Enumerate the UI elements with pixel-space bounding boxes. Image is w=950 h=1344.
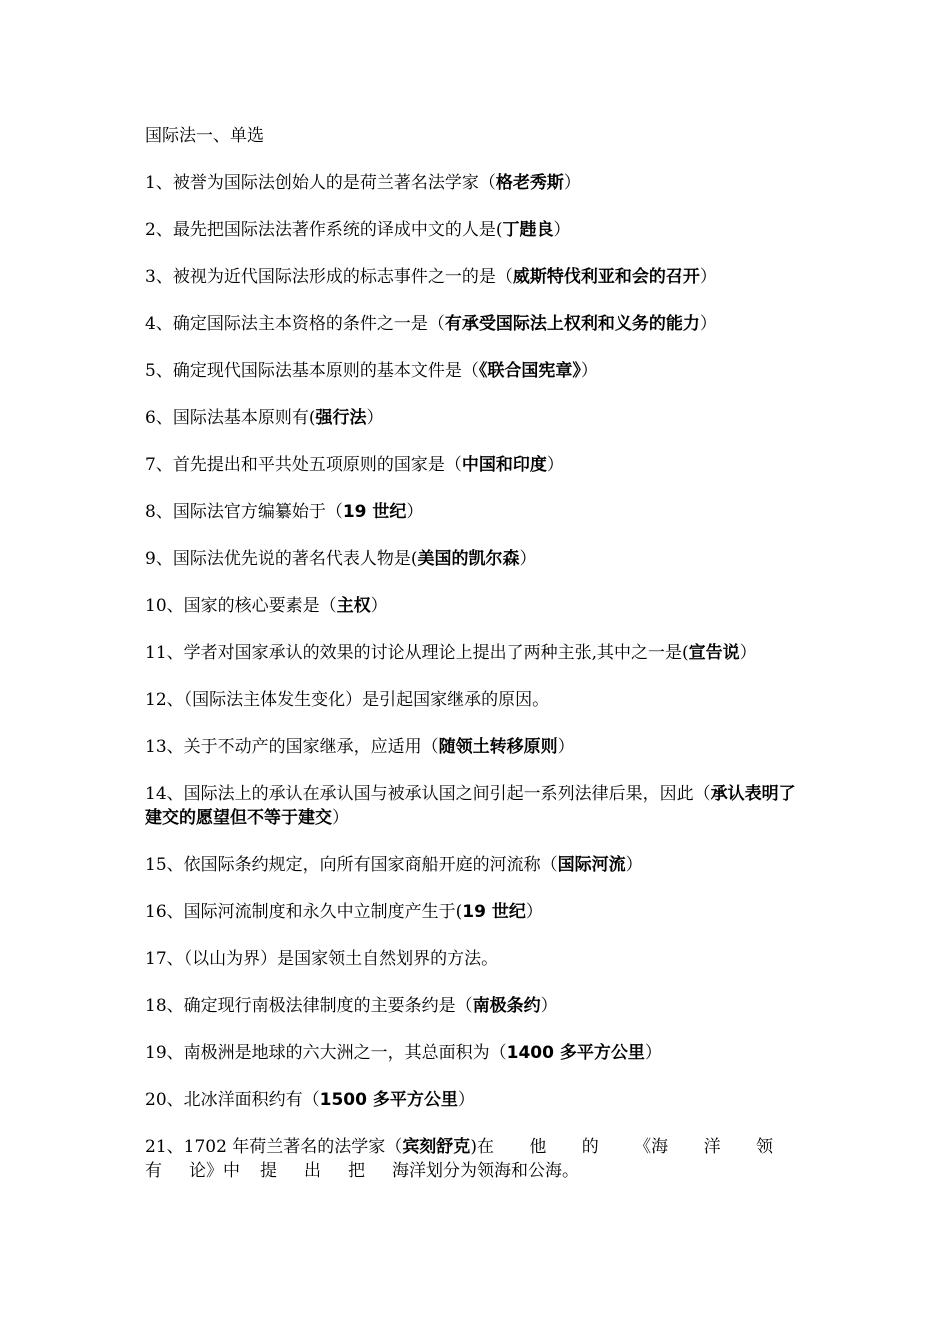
question-item-21 <box>145 1135 805 1183</box>
question-text: 5、确定现代国际法基本原则的基本文件是（ <box>145 361 479 381</box>
question-21-line-1 <box>145 1135 773 1159</box>
question-suffix: ） <box>540 996 558 1016</box>
question-item <box>145 547 805 571</box>
question-suffix: ） <box>525 902 543 922</box>
question-21-word: 有 <box>145 1161 162 1181</box>
question-item <box>145 359 805 383</box>
answer-text: 随领土转移原则 <box>438 737 558 757</box>
question-text: 1、被誉为国际法创始人的是荷兰著名法学家（ <box>145 173 496 193</box>
question-text: 11、学者对国家承认的效果的讨论从理论上提出了两种主张,其中之一是( <box>145 643 689 663</box>
question-suffix: ） <box>457 1090 475 1110</box>
question-21-word: 海洋划分为领海和公海。 <box>392 1161 579 1181</box>
answer-text: 中国和印度 <box>461 455 547 475</box>
question-text: 12、（国际法主体发生变化）是引起国家继承的原因。 <box>145 690 550 710</box>
question-list <box>145 171 805 1112</box>
answer-text: 有承受国际法上权利和义务的能力 <box>444 314 700 334</box>
question-suffix: ） <box>519 549 537 569</box>
answer-text: 南极条约 <box>472 996 541 1016</box>
answer-text: 19 世纪 <box>462 902 526 922</box>
question-item <box>145 994 805 1018</box>
question-suffix: ） <box>563 173 581 193</box>
question-text: 14、国际法上的承认在承认国与被承认国之间引起一系列法律后果，因此（ <box>145 784 711 804</box>
question-21-word: 论》中 <box>189 1161 240 1181</box>
answer-text: 威斯特伐利亚和会的召开 <box>512 267 700 287</box>
question-suffix: ） <box>332 808 349 828</box>
answer-text: 1500 多平方公里 <box>319 1090 458 1110</box>
question-text: 17、（以山为界）是国家领土自然划界的方法。 <box>145 949 499 969</box>
question-21-word: 领 <box>755 1137 773 1157</box>
question-text: 15、依国际条约规定，向所有国家商船开庭的河流称（ <box>145 855 558 875</box>
question-item <box>145 171 805 195</box>
question-suffix: ） <box>557 737 575 757</box>
question-item <box>145 641 805 665</box>
question-suffix: ） <box>699 267 717 287</box>
question-suffix: ） <box>625 855 643 875</box>
question-text: 3、被视为近代国际法形成的标志事件之一的是（ <box>145 267 513 287</box>
question-21-word: 他 <box>529 1137 547 1157</box>
question-21-word: 洋 <box>703 1137 721 1157</box>
question-suffix: ） <box>699 314 717 334</box>
answer-text: 国际河流 <box>557 855 626 875</box>
question-item <box>145 312 805 336</box>
question-21-word: 《海 <box>634 1137 669 1157</box>
question-text: 8、国际法官方编纂始于（ <box>145 502 343 522</box>
question-text: 7、首先提出和平共处五项原则的国家是（ <box>145 455 462 475</box>
question-item <box>145 594 805 618</box>
section-title: 国际法一、单选 <box>145 126 264 146</box>
question-text: 19、南极洲是地球的六大洲之一，其总面积为（ <box>145 1043 507 1063</box>
question-21-suffix: )在 <box>470 1137 494 1157</box>
question-item <box>145 265 805 289</box>
question-text: 4、确定国际法主本资格的条件之一是（ <box>145 314 445 334</box>
answer-text: 格老秀斯 <box>495 173 564 193</box>
question-item <box>145 406 805 430</box>
answer-text: 强行法 <box>315 408 367 428</box>
question-text: 13、关于不动产的国家继承，应适用（ <box>145 737 439 757</box>
question-21-word: 的 <box>581 1137 599 1157</box>
question-21-word: 把 <box>348 1161 365 1181</box>
question-text: 2、最先把国际法法著作系统的译成中文的人是( <box>145 220 503 240</box>
question-21-word: 出 <box>304 1161 321 1181</box>
question-suffix: ） <box>370 596 388 616</box>
question-text: 18、确定现行南极法律制度的主要条约是（ <box>145 996 473 1016</box>
question-suffix: ） <box>406 502 424 522</box>
answer-text: 美国的凯尔森 <box>417 549 520 569</box>
question-text: 9、国际法优先说的著名代表人物是( <box>145 549 418 569</box>
answer-text: 1400 多平方公里 <box>506 1043 645 1063</box>
answer-text: 主权 <box>336 596 371 616</box>
question-suffix: ） <box>546 455 564 475</box>
question-suffix: ） <box>366 408 384 428</box>
question-item <box>145 688 805 712</box>
question-text: 16、国际河流制度和永久中立制度产生于( <box>145 902 463 922</box>
question-suffix: ） <box>580 361 598 381</box>
question-item <box>145 947 805 971</box>
question-21-prefix: 21、1702 年荷兰著名的法学家（ <box>145 1137 403 1157</box>
question-item <box>145 782 805 830</box>
question-text: 20、北冰洋面积约有（ <box>145 1090 320 1110</box>
answer-text: 19 世纪 <box>342 502 407 522</box>
question-suffix: ） <box>739 643 757 663</box>
question-item <box>145 1088 805 1112</box>
question-21-start <box>145 1135 494 1159</box>
question-item <box>145 853 805 877</box>
question-21-line-2 <box>145 1159 805 1183</box>
question-text: 6、国际法基本原则有( <box>145 408 316 428</box>
question-item <box>145 453 805 477</box>
question-text: 10、国家的核心要素是（ <box>145 596 337 616</box>
question-21-answer: 宾刻舒克 <box>402 1137 471 1157</box>
question-suffix: ） <box>644 1043 662 1063</box>
answer-text: 丁韪良 <box>502 220 554 240</box>
answer-text: 《联合国宪章》 <box>478 361 581 381</box>
question-item <box>145 500 805 524</box>
question-item <box>145 735 805 759</box>
question-item <box>145 1041 805 1065</box>
question-item <box>145 900 805 924</box>
question-item <box>145 218 805 242</box>
answer-text: 宣告说 <box>688 643 740 663</box>
question-21-word: 提 <box>260 1161 277 1181</box>
document-content <box>145 124 805 1206</box>
answer-text: 承认表明了建交的愿望但不等于建交 <box>145 784 796 828</box>
question-suffix: ） <box>553 220 571 240</box>
